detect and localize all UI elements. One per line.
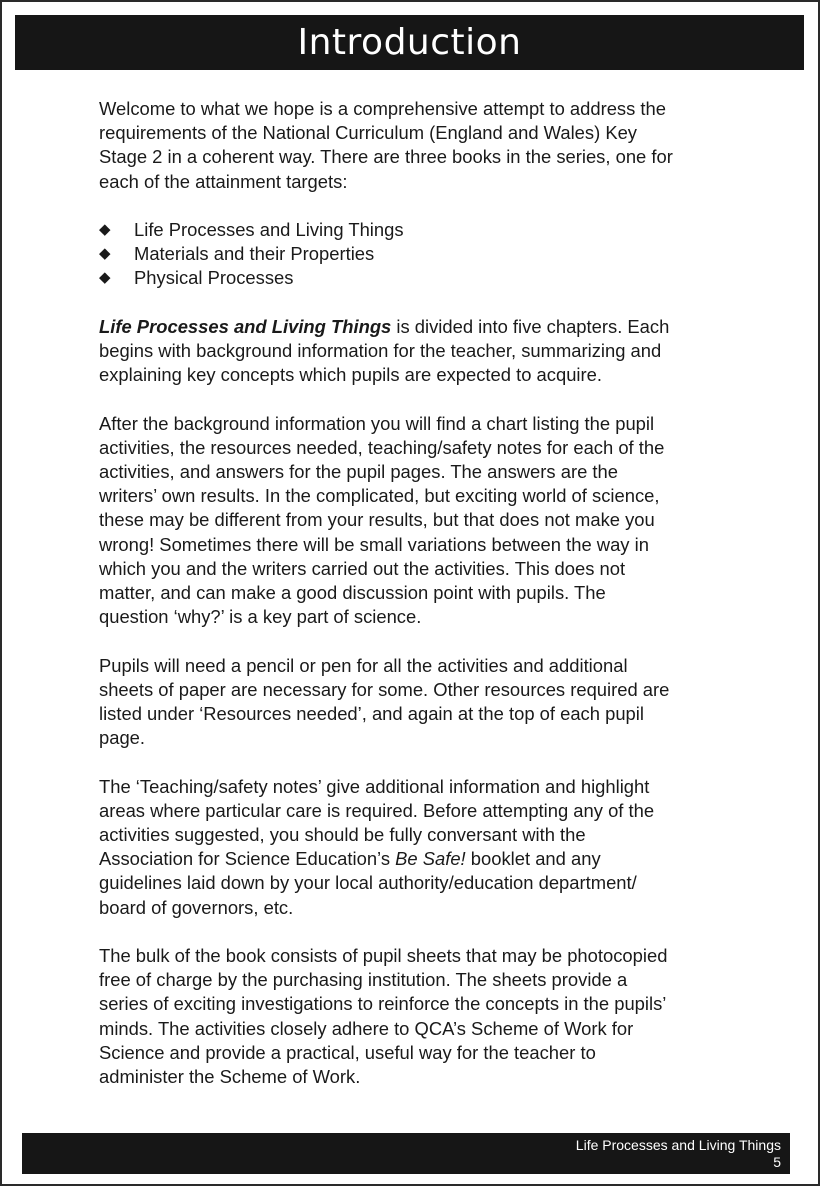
text-line: Science and provide a practical, useful way for the teacher to [99, 1041, 596, 1063]
diamond-bullet-icon: ◆ [99, 245, 111, 263]
safety-notes-paragraph [99, 775, 739, 920]
text-line: After the background information you will find a chart listing the pupil [99, 412, 655, 434]
chapters-paragraph [99, 315, 739, 388]
text-line: Welcome to what we hope is a comprehensive attempt to address the [99, 98, 667, 119]
text-line: board of governors, etc. [99, 896, 294, 918]
text-line: explaining key concepts which pupils are expected to acquire. [99, 364, 602, 386]
text-fragment: booklet and any [465, 848, 601, 870]
list-item-label: Life Processes and Living Things [134, 219, 404, 240]
intro-paragraph [99, 97, 739, 194]
text-line: The ‘Teaching/safety notes’ give additional information and highlight [99, 775, 650, 797]
body-content [99, 97, 739, 1113]
text-line: requirements of the National Curriculum (England and Wales) Key [99, 122, 638, 144]
text-line: guidelines laid down by your local authority/education department/ [99, 872, 637, 894]
background-paragraph [99, 412, 739, 630]
text-line: administer the Scheme of Work. [99, 1066, 361, 1088]
diamond-bullet-icon: ◆ [99, 269, 111, 287]
text-line: free of charge by the purchasing institution. The sheets provide a [99, 969, 628, 991]
text-line: activities, the resources needed, teaching/safety notes for each of the [99, 436, 665, 458]
footer-book-title: Life Processes and Living Things [575, 1137, 781, 1153]
text-line: matter, and can make a good discussion point with pupils. The [99, 582, 606, 604]
text-line: which you and the writers carried out the activities. This does not [99, 557, 626, 579]
be-safe-title-emphasis: Be Safe! [395, 848, 466, 870]
list-item [99, 266, 739, 290]
text-line: writers’ own results. In the complicated, but exciting world of science, [99, 485, 660, 507]
text-line: Pupils will need a pencil or pen for all the activities and additional [99, 654, 628, 676]
list-item [99, 242, 739, 266]
page-title: Introduction [297, 22, 522, 63]
text-line: wrong! Sometimes there will be small variations between the way in [99, 533, 649, 555]
text-line: begins with background information for the teacher, summarizing and [99, 340, 662, 361]
text-line: each of the attainment targets: [99, 170, 348, 192]
text-line [99, 847, 739, 871]
text-line: areas where particular care is required. Before attempting any of the [99, 799, 655, 821]
text-line: series of exciting investigations to reinforce the concepts in the pupils’ [99, 993, 667, 1015]
text-line: sheets of paper are necessary for some. Other resources required are [99, 678, 670, 700]
resources-paragraph [99, 654, 739, 751]
text-line [99, 315, 739, 339]
text-line: listed under ‘Resources needed’, and again at the top of each pupil [99, 703, 644, 725]
diamond-bullet-icon: ◆ [99, 221, 111, 238]
text-line: minds. The activities closely adhere to QCA’s Scheme of Work for [99, 1017, 634, 1039]
text-line: these may be different from your results, but that does not make you [99, 509, 655, 531]
text-line: page. [99, 727, 146, 749]
text-line: activities suggested, you should be fully conversant with the [99, 824, 586, 846]
pupil-sheets-paragraph [99, 944, 739, 1089]
text-line: question ‘why?’ is a key part of science. [99, 606, 422, 628]
list-item-label: Materials and their Properties [134, 243, 375, 265]
list-item [99, 218, 739, 242]
book-title-emphasis: Life Processes and Living Things [99, 315, 392, 337]
text-line: The bulk of the book consists of pupil sheets that may be photocopied [99, 945, 668, 967]
text-fragment: Association for Science Education’s [99, 848, 396, 870]
list-item-label: Physical Processes [134, 267, 294, 289]
attainment-targets-list [99, 218, 739, 291]
text-line: Stage 2 in a coherent way. There are three books in the series, one for [99, 146, 673, 168]
footer-bar [22, 1133, 790, 1174]
text-fragment: is divided into five chapters. Each [391, 315, 670, 337]
header-bar [15, 15, 804, 70]
text-line: activities, and answers for the pupil pages. The answers are the [99, 461, 618, 482]
page-number: 5 [773, 1154, 781, 1170]
